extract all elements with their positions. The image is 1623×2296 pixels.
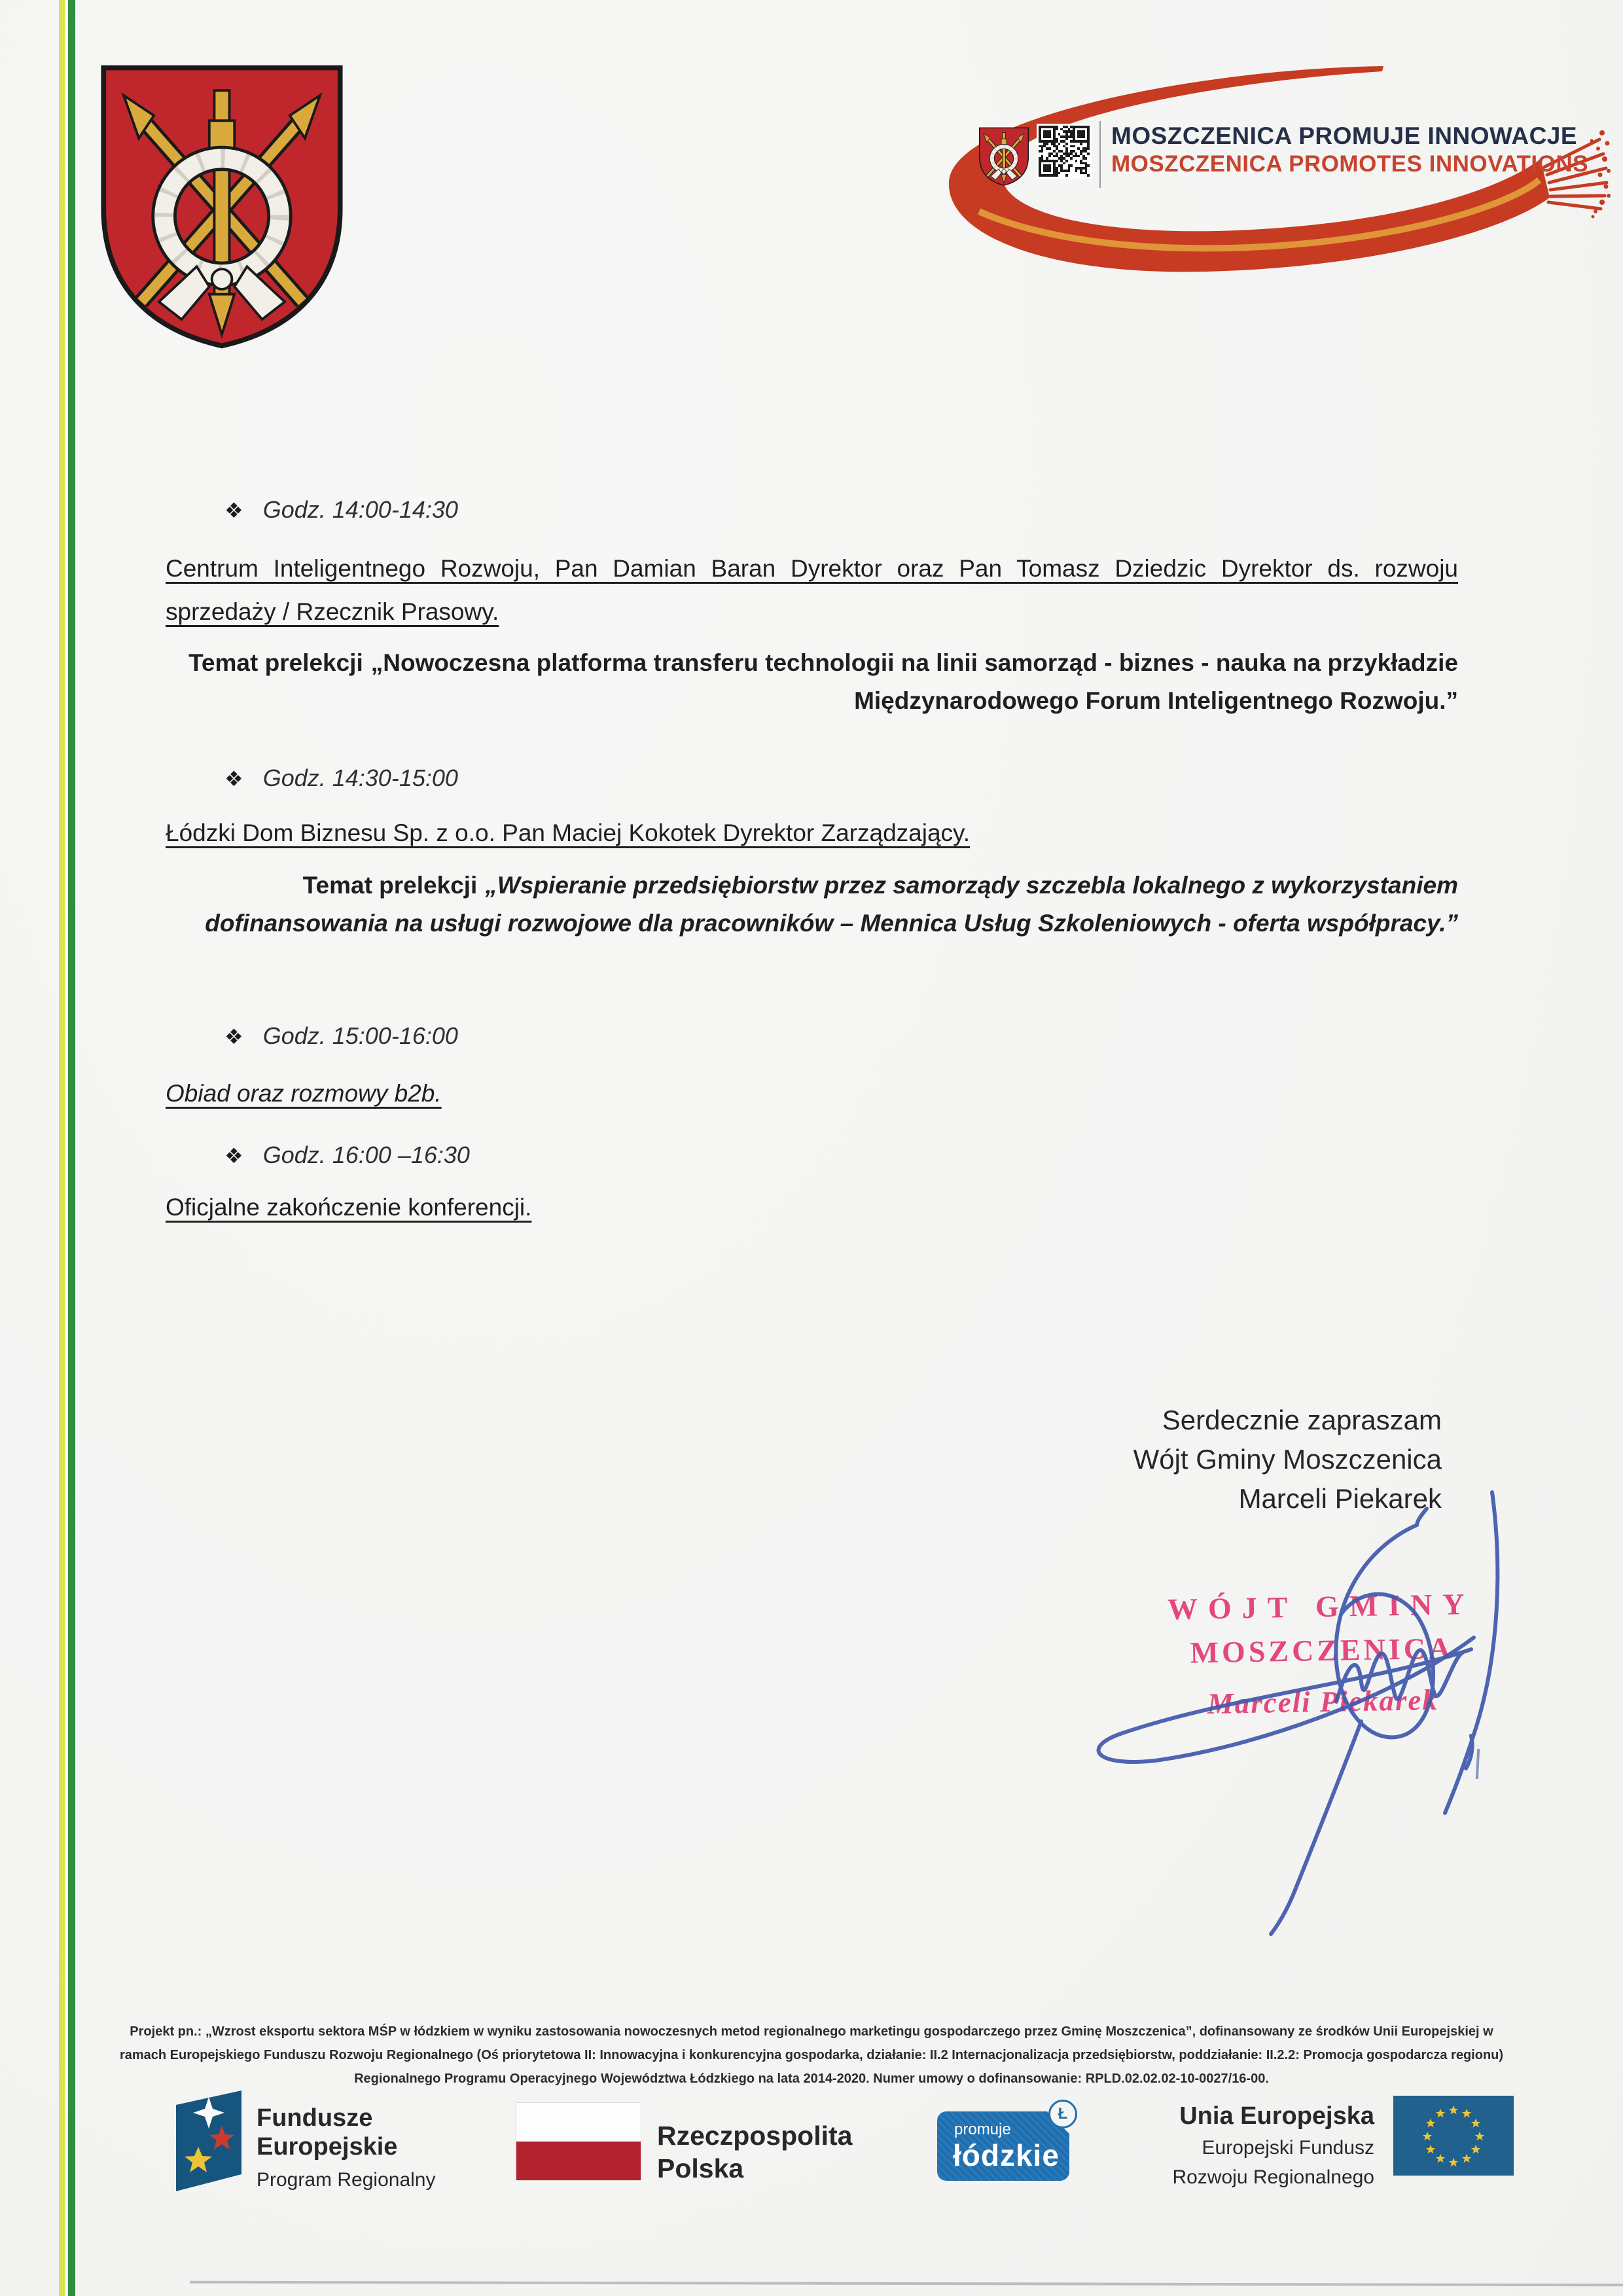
ue-line-2: Europejski Fundusz bbox=[1202, 2137, 1374, 2159]
closing-line-2: Wójt Gminy Moszczenica bbox=[1133, 1444, 1442, 1475]
project-note-line-2: ramach Europejskiego Funduszu Rozwoju Regionalnego (Oś priorytetowa II: Innowacyjna i konkurencyjna gospodarka, działanie: II.2 Internacjonalizacja przedsiębiorstw, poddziałanie: II.2.2: Promocja gospodarcza regionu) bbox=[119, 2048, 1504, 2062]
handwritten-signature bbox=[1034, 1486, 1558, 1964]
rzeczpospolita-polska-label bbox=[657, 2119, 852, 2185]
topic-quote: „Nowoczesna platforma transferu technologii na linii samorząd - biznes - nauka na przykładzie Międzynarodowego Forum Inteligentnego Rozwoju.” bbox=[370, 649, 1458, 714]
closing-line-1: Serdecznie zapraszam bbox=[1162, 1405, 1442, 1435]
diamond-bullet-icon: ❖ bbox=[224, 1025, 243, 1049]
diamond-bullet-icon: ❖ bbox=[224, 767, 243, 791]
poland-flag-icon bbox=[516, 2102, 641, 2181]
lodzkie-small-label: promuje bbox=[954, 2121, 1011, 2138]
agenda-speaker-3: Obiad oraz rozmowy b2b. bbox=[166, 1080, 442, 1107]
scan-edge-green-stripe bbox=[68, 0, 75, 2296]
topic-label: Temat prelekcji bbox=[302, 872, 478, 899]
agenda-time-4 bbox=[166, 1141, 1517, 1169]
promuje-lodzkie-logo bbox=[937, 2105, 1069, 2181]
poland-flag-red bbox=[516, 2142, 641, 2180]
fundusze-europejskie-flag-icon bbox=[173, 2089, 244, 2193]
project-note-line-3: Regionalnego Programu Operacyjnego Województwa Łódzkiego na lata 2014-2020. Numer umowy o dofinansowanie: RPLD.02.02.02-10-0027/16-00. bbox=[354, 2072, 1269, 2086]
fe-subtitle: Program Regionalny bbox=[257, 2169, 436, 2191]
promo-title-pl: MOSZCZENICA PROMUJE INNOWACJE bbox=[1111, 122, 1578, 149]
agenda-time-1 bbox=[166, 496, 1517, 524]
promo-logo bbox=[915, 62, 1611, 282]
mini-coat-of-arms-icon bbox=[978, 126, 1030, 187]
fundusze-europejskie-label bbox=[257, 2104, 435, 2191]
rp-line-1: Rzeczpospolita bbox=[657, 2121, 853, 2151]
ue-line-3: Rozwoju Regionalnego bbox=[1172, 2166, 1374, 2188]
logo-divider bbox=[1099, 121, 1101, 188]
closing-line-3: Marceli Piekarek bbox=[1238, 1483, 1442, 1514]
agenda-speaker-4: Oficjalne zakończenie konferencji. bbox=[166, 1194, 532, 1221]
agenda-time-label: Godz. 15:00-16:00 bbox=[262, 1022, 458, 1049]
eu-project-note bbox=[92, 2020, 1531, 2090]
scan-edge-yellow-stripe bbox=[59, 0, 65, 2296]
rp-line-2: Polska bbox=[657, 2153, 744, 2183]
agenda-time-label: Godz. 14:00-14:30 bbox=[262, 496, 458, 523]
ue-line-1: Unia Europejska bbox=[1179, 2102, 1374, 2130]
agenda-speaker-2: Łódzki Dom Biznesu Sp. z o.o. Pan Maciej Kokotek Dyrektor Zarządzający. bbox=[166, 819, 971, 846]
agenda-time-label: Godz. 16:00 –16:30 bbox=[262, 1141, 470, 1168]
fe-line-2: Europejskie bbox=[257, 2133, 398, 2161]
agenda-topic-2 bbox=[166, 867, 1458, 942]
topic-label: Temat prelekcji bbox=[188, 649, 363, 676]
project-note-line-1: Projekt pn.: „Wzrost eksportu sektora MŚP w łódzkiem w wyniku zastosowania nowoczesnych metod regionalnego marketingu gospodarczego przez Gminę Moszczenica”, dofinansowany ze środków Unii Europejskiej w bbox=[130, 2024, 1493, 2039]
stamp-line-2: MOSZCZENICA bbox=[1190, 1631, 1454, 1670]
fe-line-1: Fundusze bbox=[257, 2104, 373, 2132]
lodzkie-big-label: łódzkie bbox=[953, 2138, 1060, 2172]
diamond-bullet-icon: ❖ bbox=[224, 499, 243, 522]
agenda-speaker-1: Centrum Inteligentnego Rozwoju, Pan Damian Baran Dyrektor oraz Pan Tomasz Dziedzic Dyrektor ds. rozwoju sprzedaży / Rzecznik Prasowy. bbox=[166, 555, 1458, 625]
agenda-time-2 bbox=[166, 764, 1517, 792]
agenda-time-3 bbox=[166, 1022, 1517, 1050]
eu-flag-icon bbox=[1393, 2096, 1514, 2176]
diamond-bullet-icon: ❖ bbox=[224, 1144, 243, 1168]
stamp-line-1: WÓJT GMINY bbox=[1167, 1587, 1475, 1626]
agenda-time-label: Godz. 14:30-15:00 bbox=[262, 764, 458, 791]
promo-title-en: MOSZCZENICA PROMOTES INNOVATIONS bbox=[1111, 151, 1588, 177]
agenda-topic-1 bbox=[166, 644, 1458, 720]
topic-quote: „Wspieranie przedsiębiorstw przez samorządy szczebla lokalnego z wykorzystaniem dofinansowania na usługi rozwojowe dla pracowników – Mennica Usług Szkoleniowych - oferta współpracy.” bbox=[205, 872, 1458, 937]
moszczenica-coat-of-arms bbox=[95, 60, 349, 352]
scan-bottom-edge bbox=[190, 2281, 1623, 2287]
unia-europejska-label bbox=[1099, 2102, 1374, 2189]
qr-code bbox=[1037, 124, 1092, 179]
lodzkie-trademark-icon: Ł bbox=[1048, 2100, 1077, 2128]
stamp-name: Marceli Piekarek bbox=[1207, 1683, 1439, 1721]
